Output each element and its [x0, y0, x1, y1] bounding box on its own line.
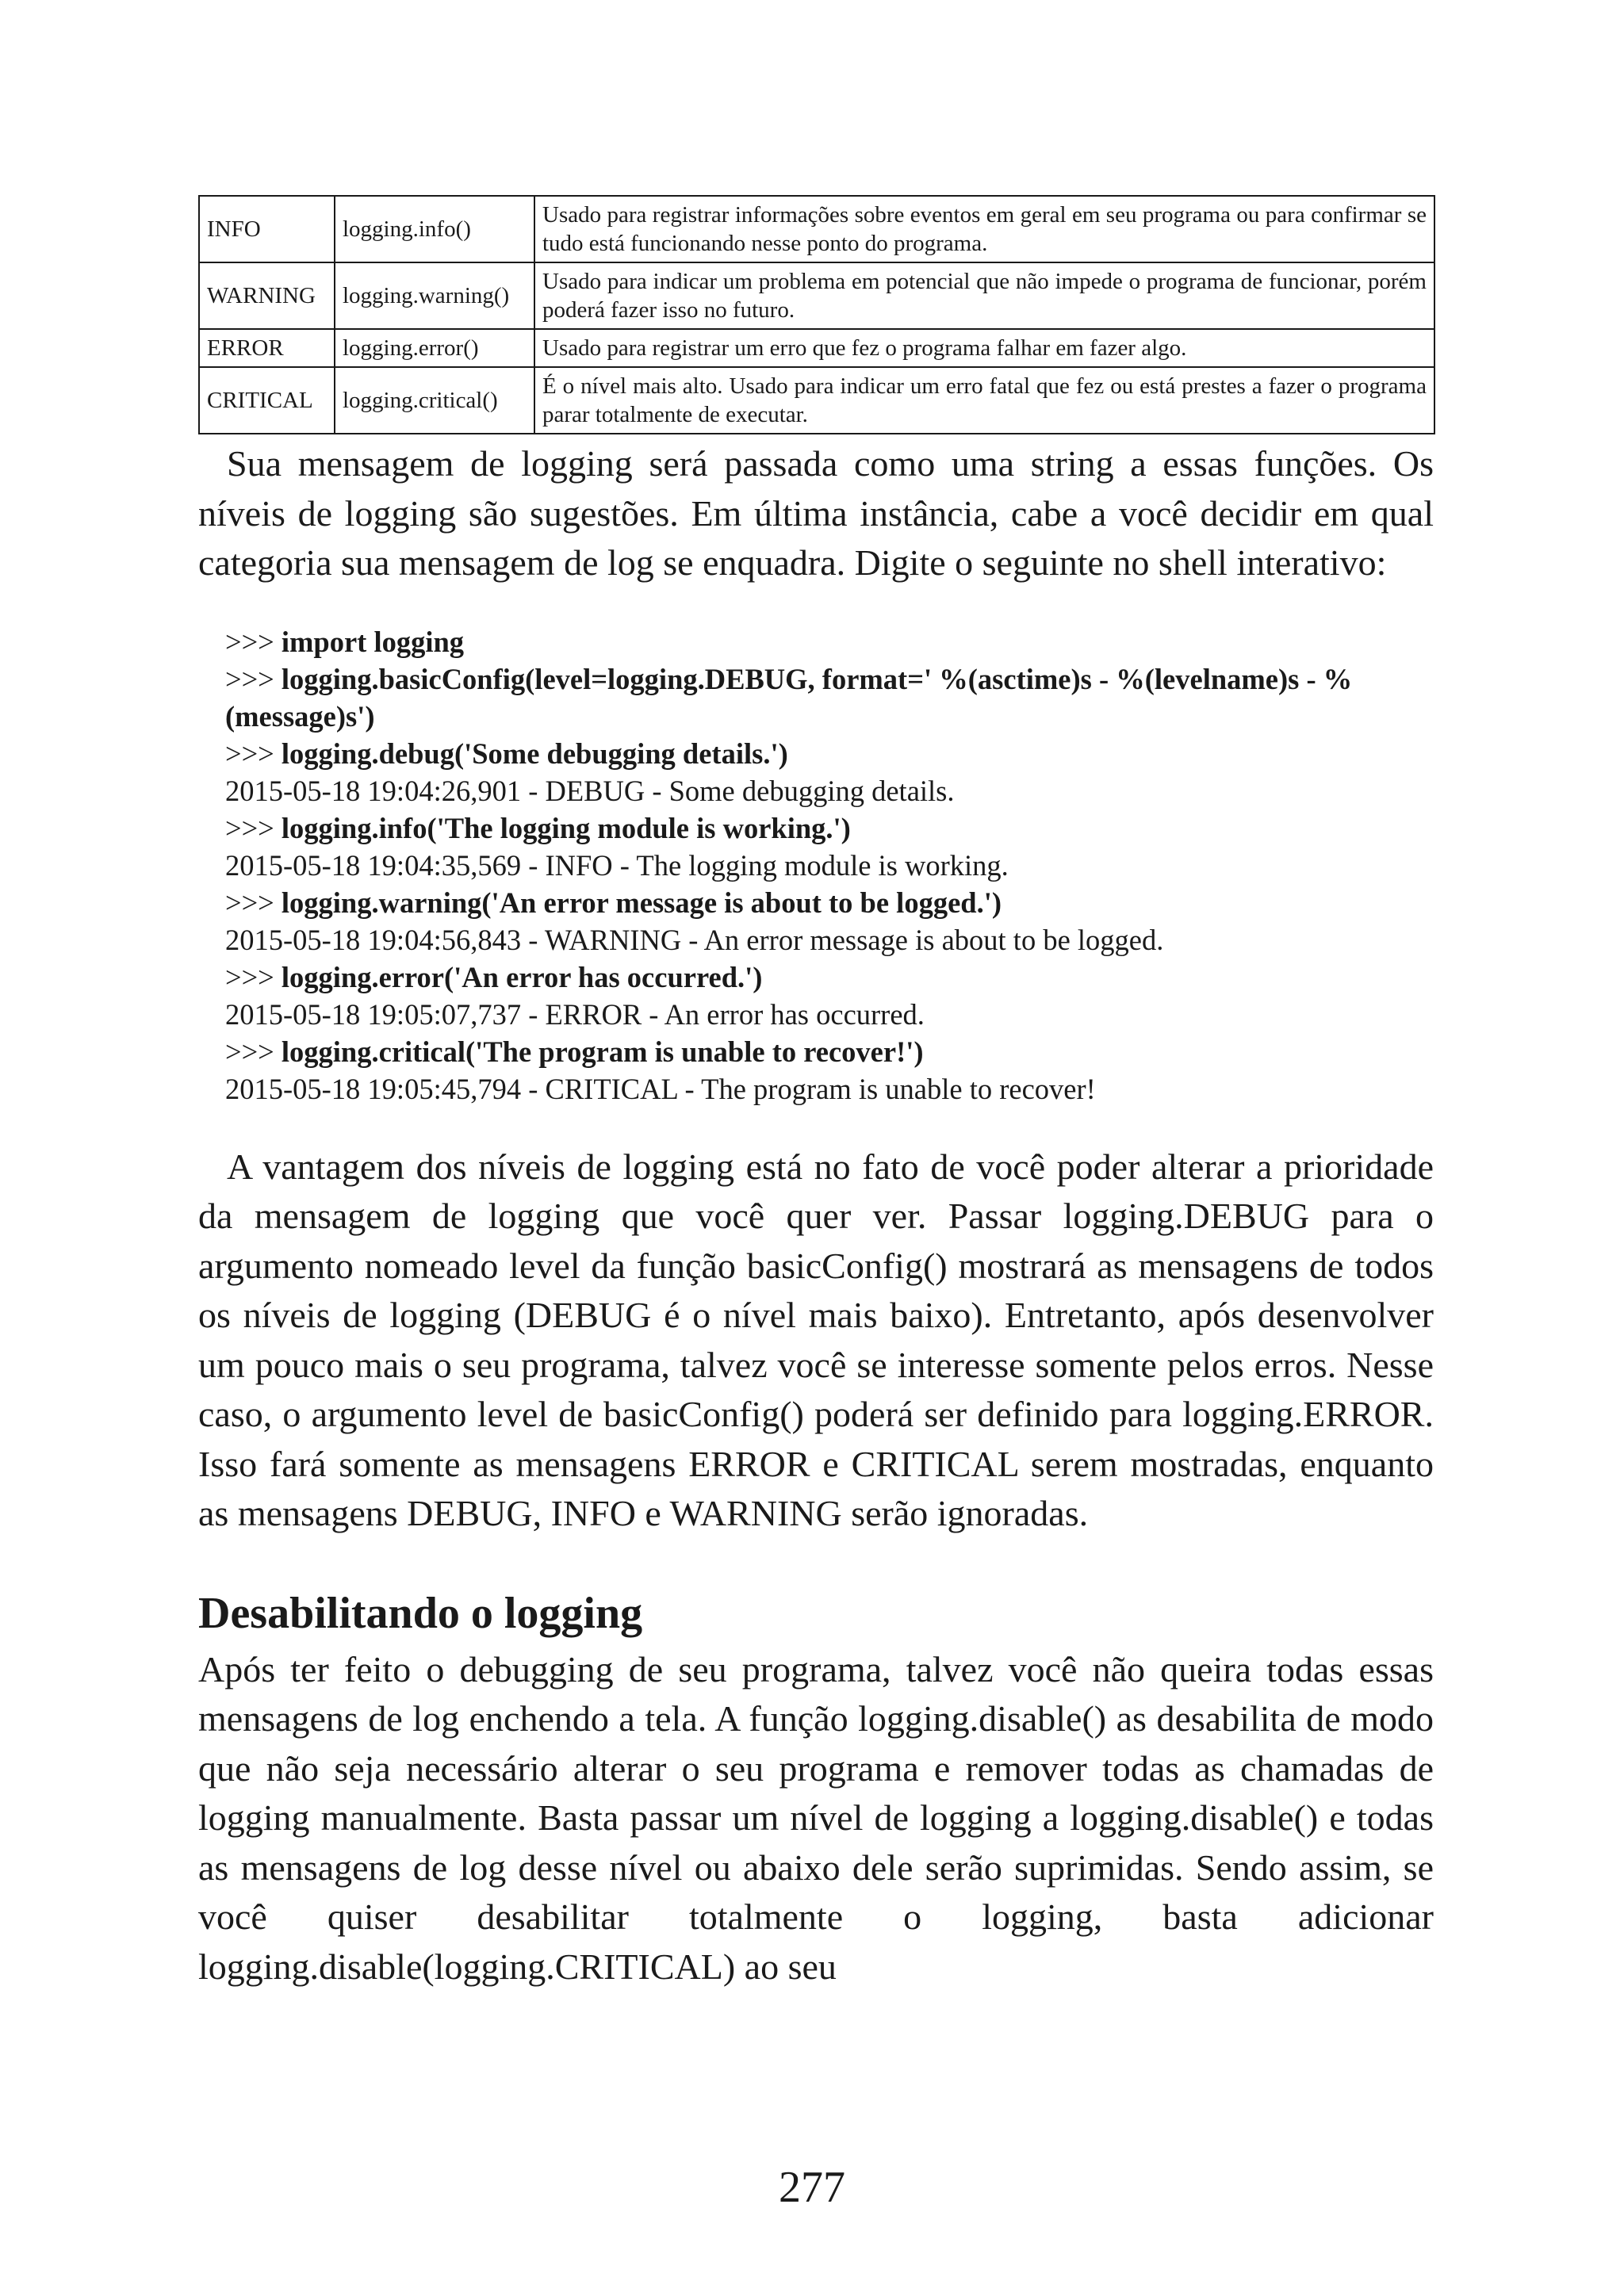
- level-cell: CRITICAL: [199, 367, 335, 434]
- shell-input-line: [225, 809, 1402, 847]
- function-cell: logging.warning(): [335, 262, 534, 329]
- shell-prompt: >>>: [225, 737, 282, 770]
- paragraph-levels-advantage: A vantagem dos níveis de logging está no fato de você poder alterar a prioridade da mensagem de logging que você quer ver. Passar logging.DEBUG para o argumento nomeado level da função basicConfig() mostrará as mensagens de todos os níveis de logging (DEBUG é o nível mais baixo). Entretanto, após desenvolver um pouco mais o seu programa, talvez você se interesse somente pelos erros. Nesse caso, o argumento level de basicConfig() poderá ser definido para logging.ERROR. Isso fará somente as mensagens ERROR e CRITICAL serem mostradas, enquanto as mensagens DEBUG, INFO e WARNING serão ignoradas.: [198, 1146, 1434, 1533]
- level-cell: WARNING: [199, 262, 335, 329]
- shell-output-line: 2015-05-18 19:04:56,843 - WARNING - An error message is about to be logged.: [225, 923, 1164, 956]
- logging-levels-table: [198, 195, 1435, 434]
- section-heading: Desabilitando o logging: [198, 1588, 643, 1638]
- shell-command: logging.info('The logging module is working.'): [281, 811, 851, 844]
- shell-output-line: 2015-05-18 19:04:35,569 - INFO - The logging module is working.: [225, 848, 1009, 882]
- level-cell: ERROR: [199, 329, 335, 367]
- shell-prompt: >>>: [225, 625, 282, 658]
- table-row: [199, 329, 1434, 367]
- function-cell: logging.info(): [335, 196, 534, 262]
- paragraph-intro: Sua mensagem de logging será passada como uma string a essas funções. Os níveis de logging são sugestões. Em última instância, cabe a você decidir em qual categoria sua mensagem de log se enquadra. Digite o seguinte no shell interativo:: [198, 443, 1434, 583]
- shell-input-line: [225, 959, 1402, 996]
- shell-command: import logging: [281, 625, 465, 658]
- shell-command: logging.debug('Some debugging details.'): [281, 737, 788, 770]
- table-row: [199, 262, 1434, 329]
- shell-input-line: [225, 1033, 1402, 1070]
- shell-output-line: 2015-05-18 19:05:07,737 - ERROR - An error has occurred.: [225, 997, 925, 1031]
- function-cell: logging.critical(): [335, 367, 534, 434]
- shell-command: logging.warning('An error message is about to be logged.'): [281, 886, 1002, 919]
- shell-input-line: [225, 735, 1402, 772]
- shell-output-line: 2015-05-18 19:05:45,794 - CRITICAL - The program is unable to recover!: [225, 1072, 1096, 1105]
- shell-prompt: >>>: [225, 662, 282, 695]
- shell-command: logging.error('An error has occurred.'): [281, 960, 763, 993]
- shell-input-line: [225, 660, 1402, 735]
- interactive-shell-example: [198, 623, 1434, 1108]
- shell-command: logging.critical('The program is unable to recover!'): [281, 1035, 924, 1068]
- table-row: [199, 367, 1434, 434]
- shell-command: logging.basicConfig(level=logging.DEBUG, format=' %(asctime)s - %(levelname)s - %(message)s'): [225, 662, 1353, 733]
- shell-prompt: >>>: [225, 1035, 282, 1068]
- book-page: [198, 195, 1434, 1992]
- shell-prompt: >>>: [225, 960, 282, 993]
- page-number: 277: [779, 2163, 845, 2212]
- description-cell: Usado para registrar informações sobre eventos em geral em seu programa ou para confirmar se tudo está funcionando nesse ponto do programa.: [534, 196, 1434, 262]
- description-cell: Usado para indicar um problema em potencial que não impede o programa de funcionar, porém poderá fazer isso no futuro.: [534, 262, 1434, 329]
- level-cell: INFO: [199, 196, 335, 262]
- shell-output-line: 2015-05-18 19:04:26,901 - DEBUG - Some debugging details.: [225, 774, 955, 807]
- description-cell: Usado para registrar um erro que fez o programa falhar em fazer algo.: [534, 329, 1434, 367]
- description-cell: É o nível mais alto. Usado para indicar um erro fatal que fez ou está prestes a fazer o programa parar totalmente de executar.: [534, 367, 1434, 434]
- shell-input-line: [225, 623, 1402, 660]
- table-row: [199, 196, 1434, 262]
- shell-input-line: [225, 884, 1402, 921]
- shell-prompt: >>>: [225, 886, 282, 919]
- levels-table-body: [199, 196, 1434, 434]
- paragraph-disable-logging: Após ter feito o debugging de seu programa, talvez você não queira todas essas mensagens de log enchendo a tela. A função logging.disable() as desabilita de modo que não seja necessário alterar o seu programa e remover todas as chamadas de logging manualmente. Basta passar um nível de logging a logging.disable() e todas as mensagens de log desse nível ou abaixo dele serão suprimidas. Sendo assim, se você quiser desabilitar totalmente o logging, basta adicionar logging.disable(logging.CRITICAL) ao seu: [198, 1648, 1434, 1987]
- shell-prompt: >>>: [225, 811, 282, 844]
- function-cell: logging.error(): [335, 329, 534, 367]
